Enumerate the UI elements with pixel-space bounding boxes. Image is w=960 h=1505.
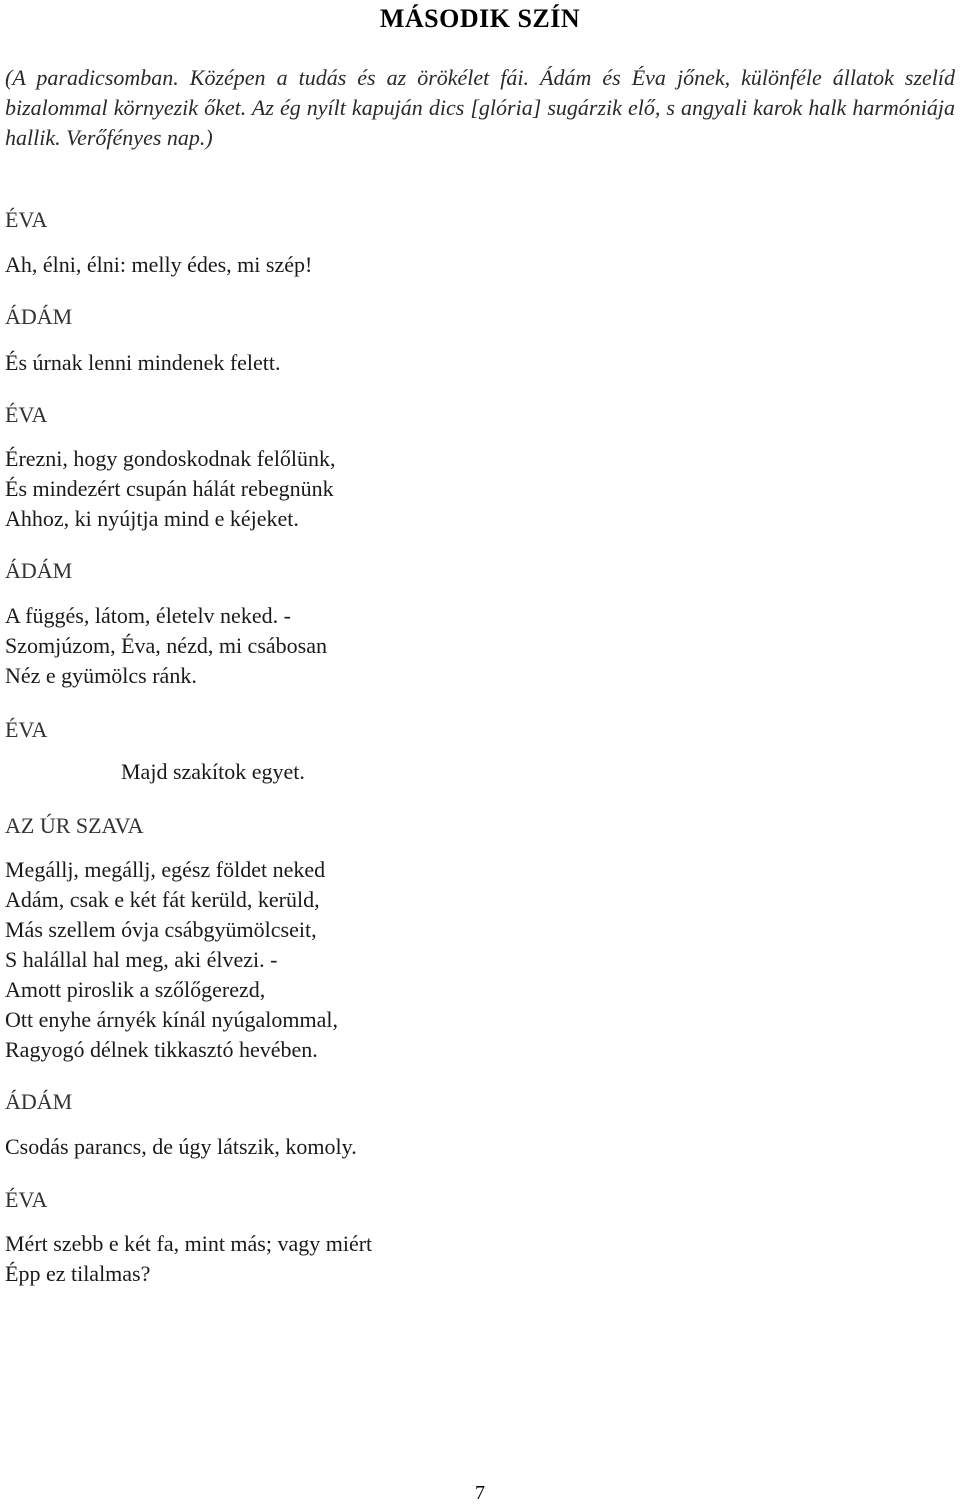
- verse-line: Érezni, hogy gondoskodnak felőlünk,: [5, 446, 336, 471]
- stage-direction: (A paradicsomban. Középen a tudás és az örökélet fái. Ádám és Éva jőnek, különféle állatok szelíd bizalommal környezik őket. Az ég nyílt kapuján dics [glória] sugárzik elő, s angyali karok halk harmóniája hallik. Verőfényes nap.): [5, 65, 955, 150]
- verse-line: Adám, csak e két fát kerüld, kerüld,: [5, 887, 320, 912]
- verse-line: Ahhoz, ki nyújtja mind e kéjeket.: [5, 506, 299, 531]
- verse-line: S halállal hal meg, aki élvezi. -: [5, 947, 278, 972]
- verse-line: Szomjúzom, Éva, nézd, mi csábosan: [5, 633, 327, 658]
- verse-line: Majd szakítok egyet.: [121, 759, 305, 784]
- verse-line: A függés, látom, életelv neked. -: [5, 603, 291, 628]
- verse-line: És úrnak lenni mindenek felett.: [5, 350, 281, 375]
- verse-line: Ah, élni, élni: melly édes, mi szép!: [5, 252, 313, 277]
- speaker-eva: ÉVA: [5, 207, 48, 232]
- verse-line: Más szellem óvja csábgyümölcseit,: [5, 917, 317, 942]
- verse-line: Csodás parancs, de úgy látszik, komoly.: [5, 1134, 357, 1159]
- speaker-lord: AZ ÚR SZAVA: [5, 813, 144, 838]
- speaker-eva: ÉVA: [5, 1187, 48, 1212]
- speaker-adam: ÁDÁM: [5, 1089, 73, 1114]
- verse-line: Amott piroslik a szőlőgerezd,: [5, 977, 266, 1002]
- page-number: 7: [475, 1482, 485, 1504]
- verse-line: Ragyogó délnek tikkasztó hevében.: [5, 1037, 318, 1062]
- speaker-adam: ÁDÁM: [5, 304, 73, 329]
- verse-line: Ott enyhe árnyék kínál nyúgalommal,: [5, 1007, 338, 1032]
- verse-line: És mindezért csupán hálát rebegnünk: [5, 476, 334, 501]
- verse-line: Néz e gyümölcs ránk.: [5, 663, 197, 688]
- scene-title: MÁSODIK SZÍN: [379, 4, 581, 33]
- speaker-eva: ÉVA: [5, 402, 48, 427]
- verse-line: Mért szebb e két fa, mint más; vagy miért: [5, 1231, 373, 1256]
- speaker-adam: ÁDÁM: [5, 558, 73, 583]
- verse-line: Megállj, megállj, egész földet neked: [5, 857, 326, 882]
- speaker-eva: ÉVA: [5, 717, 48, 742]
- verse-line: Épp ez tilalmas?: [5, 1261, 151, 1286]
